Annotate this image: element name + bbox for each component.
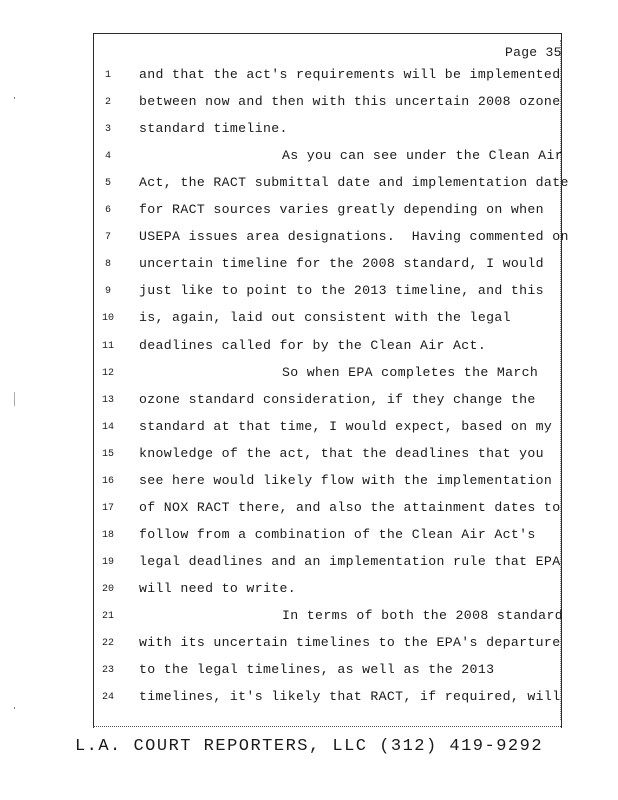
line-text: legal deadlines and an implementation rule that EPA <box>139 553 561 569</box>
transcript-line <box>0 527 618 547</box>
transcript-line <box>0 283 618 303</box>
line-number: 21 <box>101 611 114 622</box>
line-number: 19 <box>101 556 114 568</box>
transcript-line <box>0 202 618 222</box>
court-reporter-footer: L.A. COURT REPORTERS, LLC (312) 419-9292 <box>74 737 544 756</box>
line-number: 4 <box>104 151 111 163</box>
line-number: 23 <box>101 665 114 677</box>
line-text: between now and then with this uncertain 2008 ozone <box>139 94 561 110</box>
line-text: is, again, laid out consistent with the legal <box>139 310 511 326</box>
line-number: 22 <box>101 638 114 650</box>
transcript-line <box>0 148 618 168</box>
line-text: just like to point to the 2013 timeline, and this <box>139 283 544 299</box>
transcript-line <box>0 473 618 493</box>
transcript-line <box>0 94 618 114</box>
transcript-line <box>0 446 618 466</box>
line-number: 11 <box>101 340 114 352</box>
transcript-line <box>0 662 618 682</box>
transcript-line <box>0 581 618 601</box>
line-number: 15 <box>101 448 114 460</box>
transcript-line <box>0 689 618 709</box>
transcript-line <box>0 365 618 385</box>
line-number: 13 <box>101 394 114 406</box>
line-number: 7 <box>104 232 111 244</box>
transcript-line <box>0 256 618 276</box>
line-text: of NOX RACT there, and also the attainment dates to <box>139 499 561 515</box>
line-number: 9 <box>104 286 111 298</box>
line-text: In terms of both the 2008 standard <box>282 608 563 623</box>
line-number: 20 <box>101 583 114 595</box>
page-bottom-rule <box>93 726 561 727</box>
line-text: So when EPA completes the March <box>282 364 539 380</box>
line-text: USEPA issues area designations. Having commented on <box>139 229 569 245</box>
transcript-line <box>0 608 618 628</box>
transcript-line <box>0 419 618 439</box>
line-text: ozone standard consideration, if they change the <box>139 391 536 407</box>
line-number: 10 <box>101 313 114 325</box>
line-number: 2 <box>104 97 111 109</box>
transcript-line <box>0 175 618 195</box>
transcript-line <box>0 392 618 412</box>
line-text: Act, the RACT submittal date and implementation date <box>139 175 569 191</box>
line-text: standard timeline. <box>139 121 288 137</box>
line-text: follow from a combination of the Clean Air Act's <box>139 526 536 542</box>
line-text: see here would likely flow with the implementation <box>139 472 553 488</box>
line-text: knowledge of the act, that the deadlines that you <box>139 445 544 461</box>
line-number: 12 <box>101 367 114 379</box>
line-number: 16 <box>101 475 114 487</box>
transcript-line <box>0 554 618 574</box>
line-text: standard at that time, I would expect, based on my <box>139 418 553 434</box>
line-text: for RACT sources varies greatly depending on when <box>139 202 544 218</box>
transcript-line <box>0 67 618 87</box>
line-number: 18 <box>101 529 114 541</box>
line-text: timelines, it's likely that RACT, if required, will <box>139 689 561 705</box>
line-number: 3 <box>104 124 111 136</box>
line-text: As you can see under the Clean Air <box>282 148 563 164</box>
line-number: 17 <box>101 502 114 514</box>
page-number-label: Page 35 <box>505 45 562 60</box>
line-number: 24 <box>101 692 114 704</box>
transcript-line <box>0 310 618 330</box>
line-number: 6 <box>104 205 111 217</box>
line-text: to the legal timelines, as well as the 2013 <box>139 662 495 678</box>
line-text: uncertain timeline for the 2008 standard, I would <box>139 256 544 272</box>
line-number: 1 <box>104 70 111 81</box>
transcript-line <box>0 229 618 249</box>
transcript-line <box>0 338 618 358</box>
line-text: deadlines called for by the Clean Air Act. <box>139 337 487 353</box>
line-text: and that the act's requirements will be implemented <box>139 67 561 82</box>
line-number: 14 <box>101 421 114 433</box>
line-text: will need to write. <box>139 580 297 596</box>
line-text: with its uncertain timelines to the EPA's departure <box>139 635 561 651</box>
transcript-line <box>0 635 618 655</box>
transcript-line <box>0 121 618 141</box>
line-number: 8 <box>104 259 111 271</box>
line-number: 5 <box>104 178 111 190</box>
transcript-line <box>0 500 618 520</box>
